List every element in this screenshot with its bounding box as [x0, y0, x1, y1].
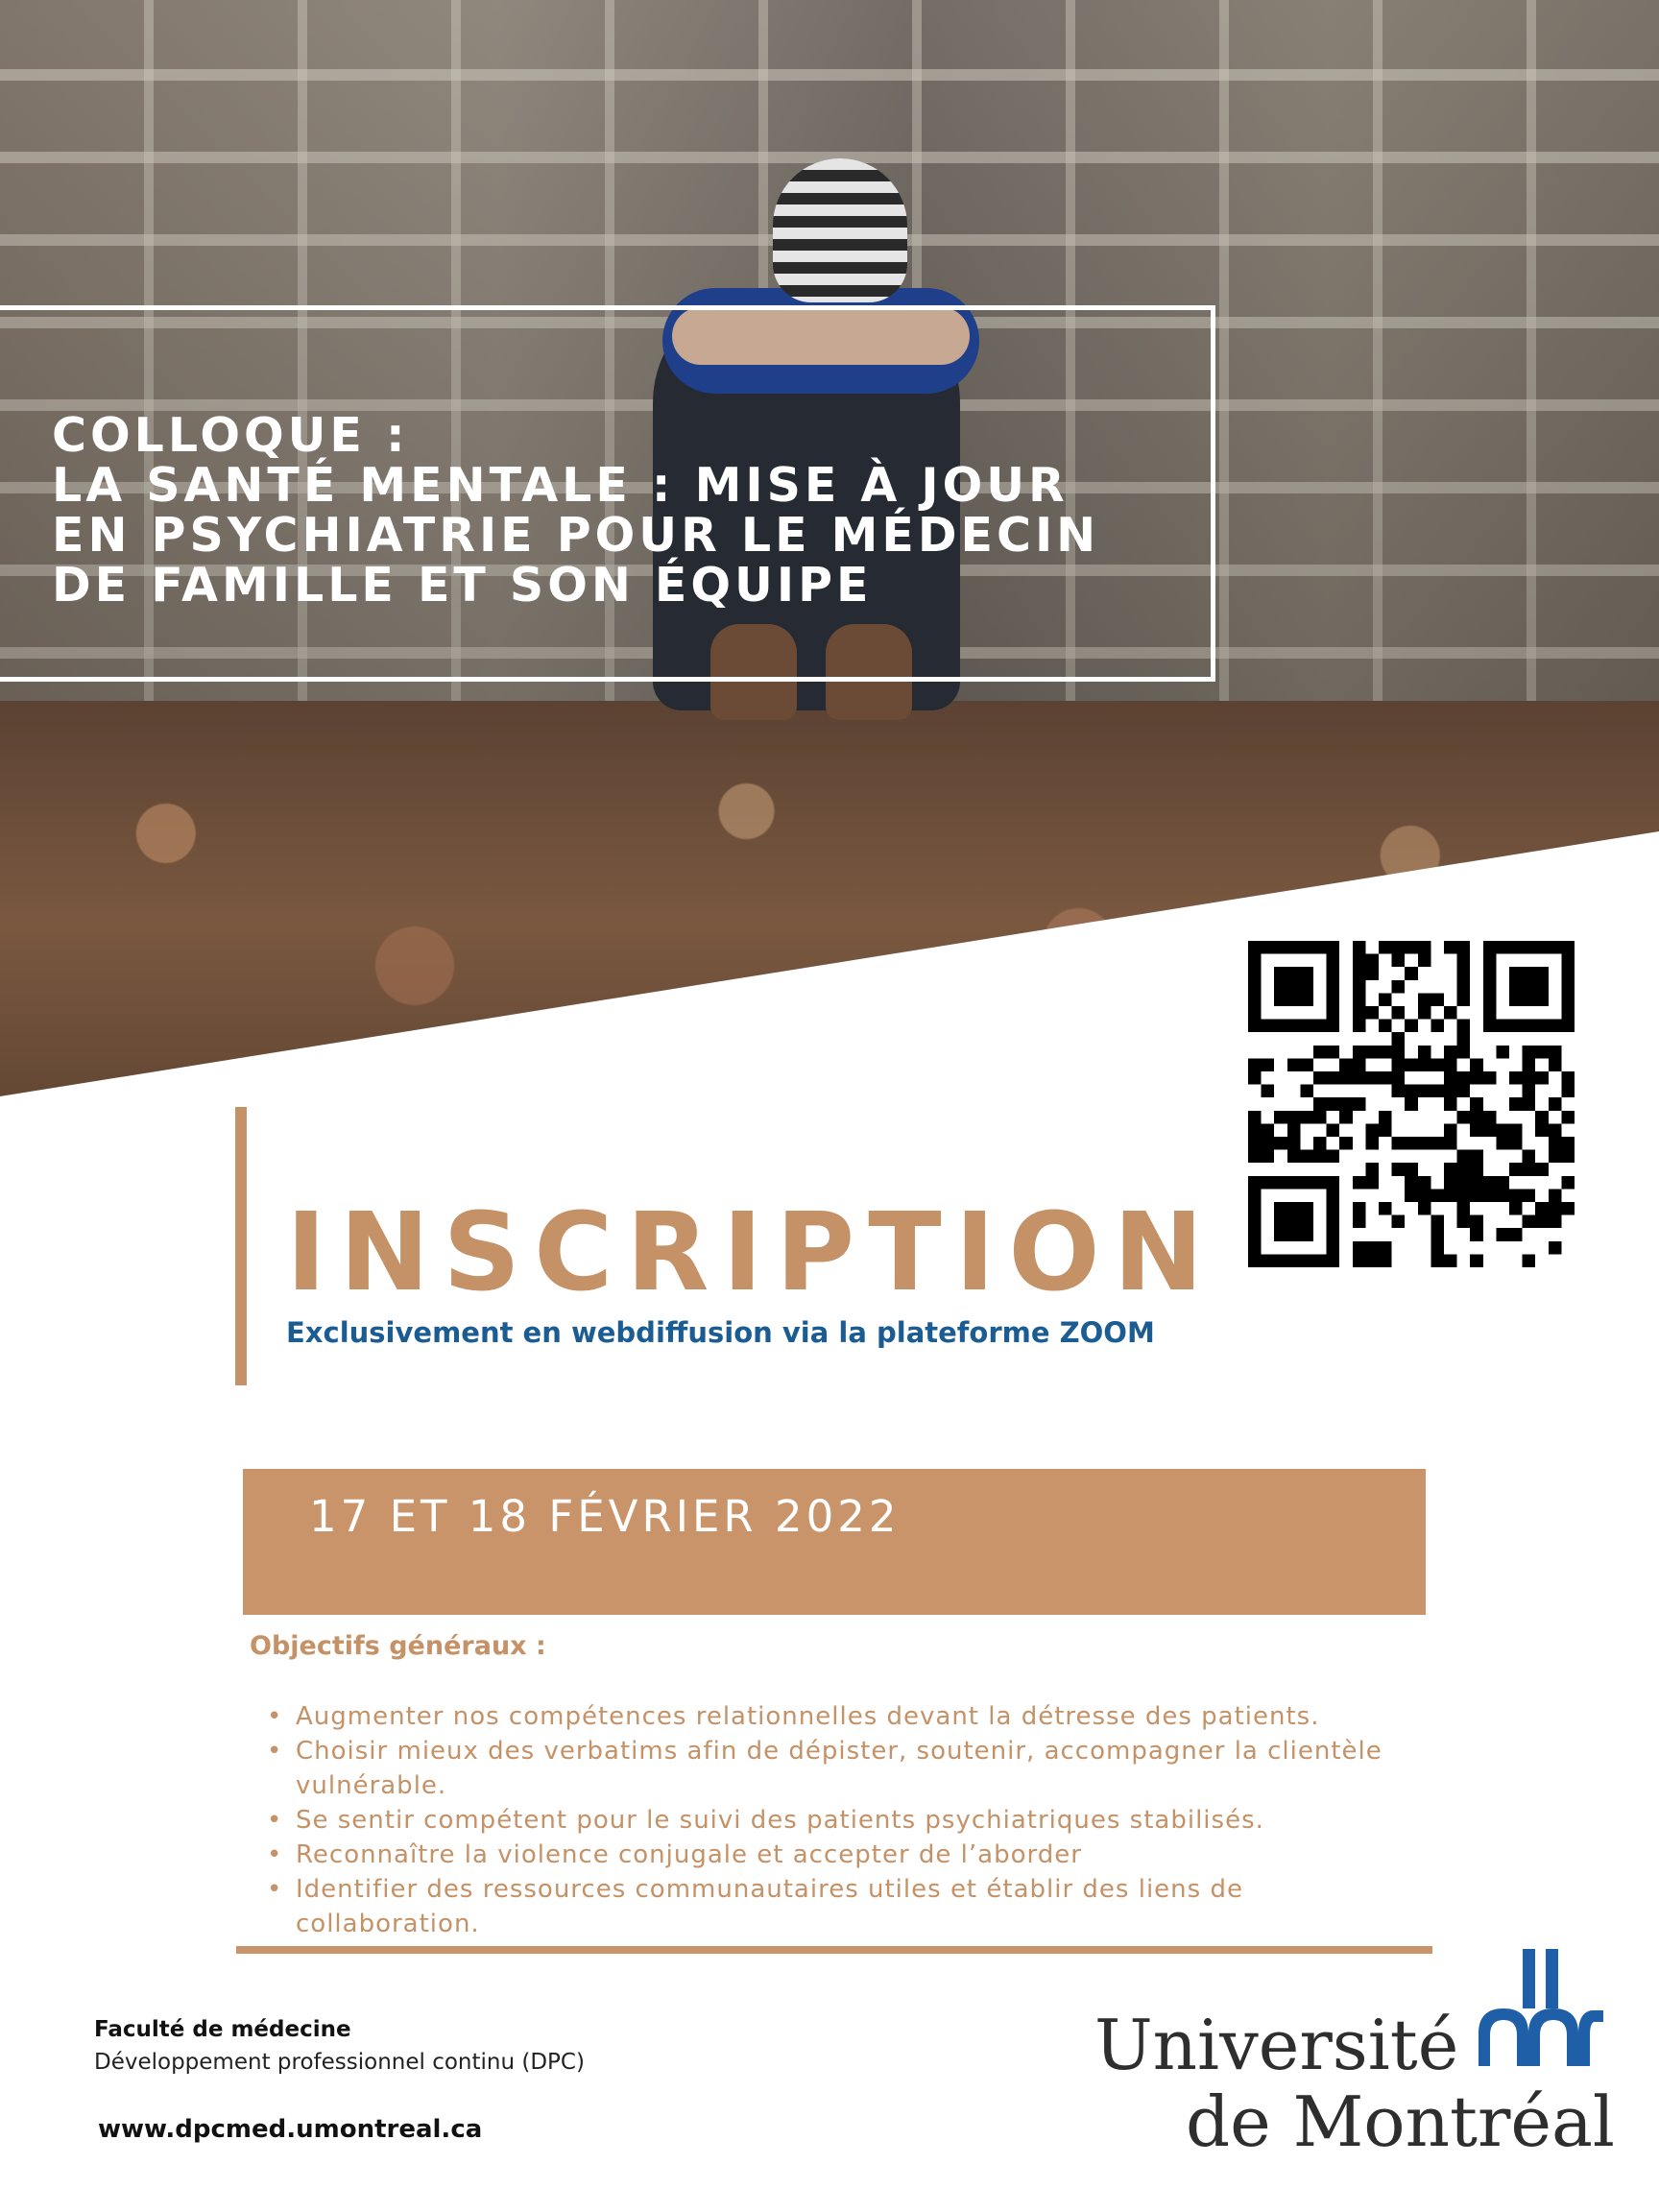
bullet-icon: •: [267, 1737, 283, 1766]
department-name: Développement professionnel continu (DPC): [94, 2050, 585, 2075]
objective-text: Reconnaître la violence conjugale et accepter de l’aborder: [296, 1840, 1082, 1869]
list-item: [267, 1838, 1400, 1872]
logo-text-line1: Université: [1094, 2005, 1459, 2085]
objective-text: Choisir mieux des verbatims afin de dépister, soutenir, accompagner la clientèle vulnérable.: [296, 1737, 1382, 1800]
date-banner: [243, 1469, 1426, 1615]
bullet-icon: •: [267, 1840, 283, 1869]
title-line: EN PSYCHIATRIE POUR LE MÉDECIN: [52, 508, 1100, 563]
udem-emblem-icon: [1479, 1949, 1603, 2066]
website-link[interactable]: www.dpcmed.umontreal.ca: [98, 2115, 483, 2144]
webcast-subtitle: Exclusivement en webdiffusion via la plateforme ZOOM: [286, 1316, 1155, 1349]
list-item: [267, 1734, 1400, 1803]
title-line: COLLOQUE :: [52, 408, 409, 463]
list-item: [267, 1699, 1400, 1734]
list-item: [267, 1803, 1400, 1838]
bullet-icon: •: [267, 1806, 283, 1835]
objectives-title: Objectifs généraux :: [250, 1631, 546, 1661]
bullet-icon: •: [267, 1875, 283, 1904]
faculty-name: Faculté de médecine: [94, 2017, 351, 2042]
title-line: DE FAMILLE ET SON ÉQUIPE: [52, 558, 873, 613]
event-date: 17 ET 18 FÉVRIER 2022: [309, 1491, 901, 1542]
bullet-icon: •: [267, 1702, 283, 1731]
objective-text: Augmenter nos compétences relationnelles devant la détresse des patients.: [296, 1702, 1320, 1731]
title-line: LA SANTÉ MENTALE : MISE À JOUR: [52, 458, 1069, 513]
registration-heading: INSCRIPTION: [286, 1190, 1217, 1315]
list-item: [267, 1872, 1400, 1941]
objective-text: Se sentir compétent pour le suivi des patients psychiatriques stabilisés.: [296, 1806, 1264, 1835]
objective-text: Identifier des ressources communautaires utiles et établir des liens de collaboration.: [296, 1875, 1243, 1938]
accent-bar: [235, 1107, 247, 1385]
logo-text-line2: de Montréal: [1186, 2081, 1615, 2162]
event-title: [52, 408, 1100, 613]
objectives-list: [267, 1699, 1400, 1941]
qr-code-icon[interactable]: [1248, 941, 1575, 1267]
universite-de-montreal-logo: [1094, 1949, 1632, 2160]
